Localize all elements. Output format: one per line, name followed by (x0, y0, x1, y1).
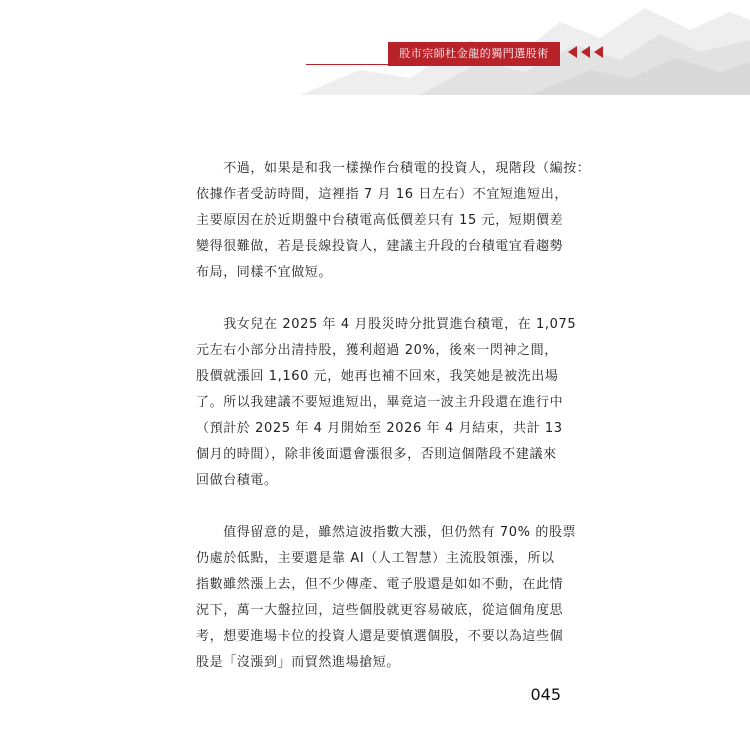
text-line: 回做台積電。 (196, 473, 278, 488)
paragraph-1 (196, 156, 591, 286)
text-line: 股是「沒漲到」而貿然進場搶短。 (196, 655, 401, 670)
text-line: 布局，同樣不宜做短。 (196, 265, 333, 280)
paragraph-2 (196, 312, 577, 494)
text-line: 仍處於低點，主要還是靠 AI（人工智慧）主流股領漲，所以 (196, 551, 555, 566)
paragraph-3 (196, 520, 577, 676)
text-line: 考，想要進場卡位的投資人還是要慎選個股，不要以為這些個 (196, 629, 564, 644)
text-line: 變得很難做，若是長線投資人，建議主升段的台積電宜看趨勢 (196, 239, 564, 254)
text-line: 不過，如果是和我一樣操作台積電的投資人，現階段（編按： (196, 161, 591, 176)
text-line: 依據作者受訪時間，這裡指 7 月 16 日左右）不宜短進短出， (196, 187, 568, 202)
triple-left-arrow-icon (568, 45, 604, 59)
page-number: 045 (530, 685, 561, 704)
text-line: 主要原因在於近期盤中台積電高低價差只有 15 元，短期價差 (196, 213, 564, 228)
body-text (196, 156, 591, 702)
text-line: 股價就漲回 1,160 元，她再也補不回來，我笑她是被洗出場 (196, 369, 559, 384)
text-line: 元左右小部分出清持股，獲利超過 20%，後來一閃神之間， (196, 343, 558, 358)
text-line: （預計於 2025 年 4 月開始至 2026 年 4 月結束，共計 13 (196, 421, 563, 436)
text-line: 況下，萬一大盤拉回，這些個股就更容易破底，從這個角度思 (196, 603, 564, 618)
text-line: 個月的時間），除非後面還會漲很多，否則這個階段不建議來 (196, 447, 557, 462)
text-line: 指數雖然漲上去，但不少傳產、電子股還是如如不動，在此情 (196, 577, 564, 592)
text-line: 值得留意的是，雖然這波指數大漲，但仍然有 70% 的股票 (196, 525, 577, 540)
header-rule (306, 64, 388, 65)
text-line: 了。所以我建議不要短進短出，畢竟這一波主升段還在進行中 (196, 395, 564, 410)
running-header: 股市宗師杜金龍的獨門選股術 (388, 42, 560, 66)
text-line: 我女兒在 2025 年 4 月股災時分批買進台積電，在 1,075 (196, 317, 577, 332)
